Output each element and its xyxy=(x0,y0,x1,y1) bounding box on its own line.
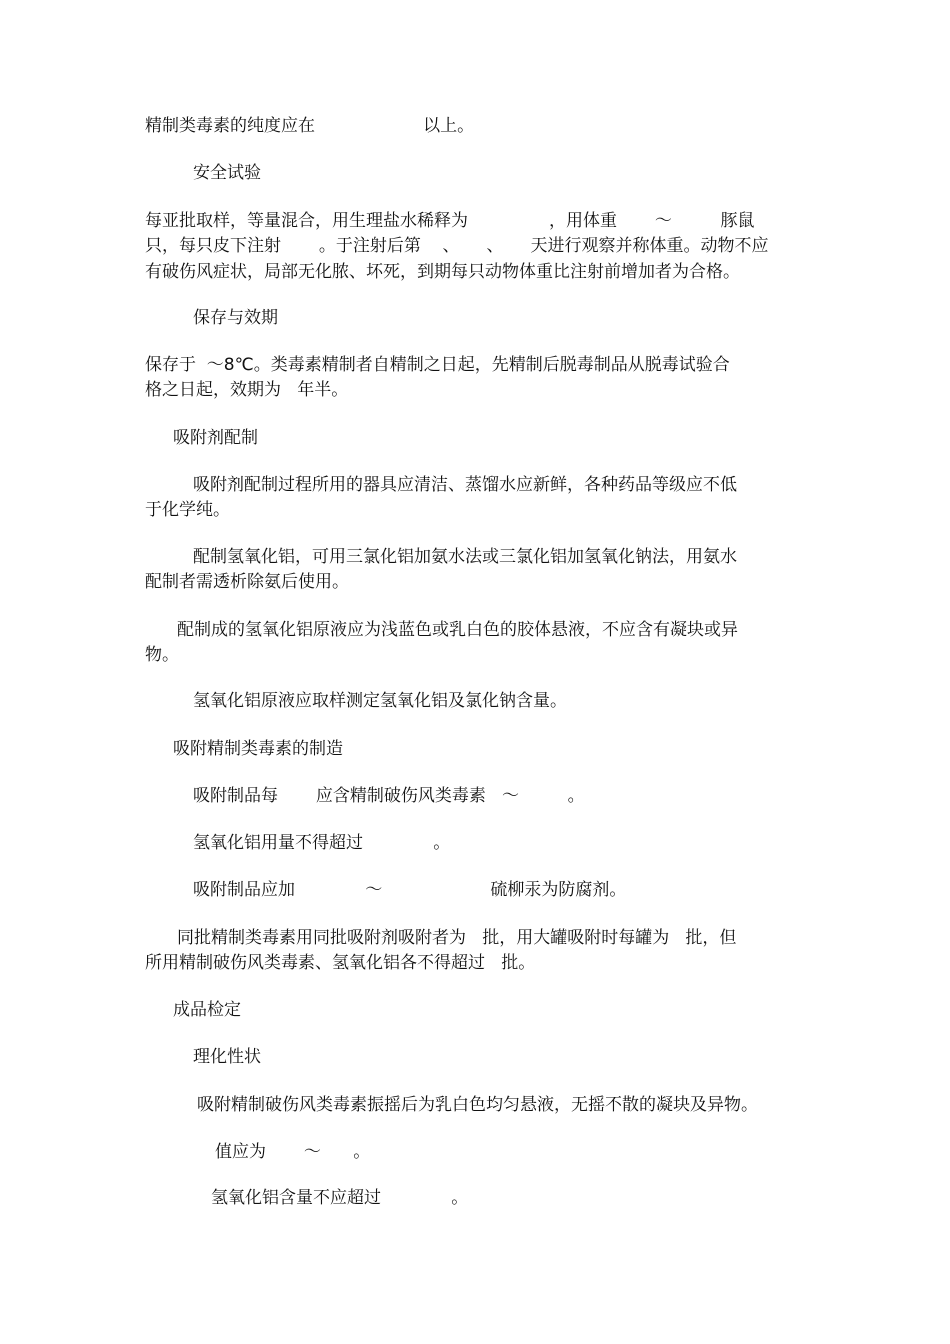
paragraph-line: 配制者需透析除氨后使用。 xyxy=(145,572,349,592)
paragraph-line: 所用精制破伤风类毒素、氢氧化铝各不得超过 批。 xyxy=(145,953,536,973)
paragraph-line: 于化学纯。 xyxy=(145,500,230,520)
paragraph-line: 氢氧化铝原液应取样测定氢氧化铝及氯化钠含量。 xyxy=(193,691,567,711)
paragraph-line: 物。 xyxy=(145,645,179,665)
paragraph-line: 吸附剂配制过程所用的器具应清洁、蒸馏水应新鲜，各种药品等级应不低 xyxy=(193,475,737,495)
section-heading-adsorbed-toxoid: 吸附精制类毒素的制造 xyxy=(173,739,343,759)
purity-line: 精制类毒素的纯度应在 以上。 xyxy=(145,116,475,136)
section-heading-safety-test: 安全试验 xyxy=(193,163,261,183)
paragraph-line: 吸附制品应加 ～ 硫柳汞为防腐剂。 xyxy=(193,880,627,900)
paragraph-line: 同批精制类毒素用同批吸附剂吸附者为 批，用大罐吸附时每罐为 批，但 xyxy=(177,928,737,948)
paragraph-line: 只，每只皮下注射 。于注射后第 、 、 天进行观察并称体重。动物不应 xyxy=(145,236,769,256)
paragraph-line: 吸附制品每 应含精制破伤风类毒素 ～ 。 xyxy=(193,786,585,806)
section-heading-storage: 保存与效期 xyxy=(193,308,278,328)
paragraph-line: 配制氢氧化铝，可用三氯化铝加氨水法或三氯化铝加氢氧化钠法，用氨水 xyxy=(193,547,737,567)
section-heading-physicochemical: 理化性状 xyxy=(193,1047,261,1067)
paragraph-line: 氢氧化铝用量不得超过 。 xyxy=(193,833,451,853)
paragraph-line: 值应为 ～ 。 xyxy=(215,1142,371,1162)
paragraph-line: 配制成的氢氧化铝原液应为浅蓝色或乳白色的胶体悬液，不应含有凝块或异 xyxy=(177,620,738,640)
section-heading-product-test: 成品检定 xyxy=(173,1000,241,1020)
paragraph-line: 每亚批取样，等量混合，用生理盐水稀释为 ，用体重 ～ 豚鼠 xyxy=(145,211,755,231)
section-heading-adsorbent: 吸附剂配制 xyxy=(173,428,258,448)
paragraph-line: 氢氧化铝含量不应超过 。 xyxy=(211,1188,469,1208)
paragraph-line: 格之日起，效期为 年半。 xyxy=(145,380,349,400)
paragraph-line: 有破伤风症状，局部无化脓、坏死，到期每只动物体重比注射前增加者为合格。 xyxy=(145,262,740,282)
paragraph-line: 吸附精制破伤风类毒素振摇后为乳白色均匀悬液，无摇不散的凝块及异物。 xyxy=(197,1095,758,1115)
paragraph-line: 保存于 ～8℃。类毒素精制者自精制之日起，先精制后脱毒制品从脱毒试验合 xyxy=(145,355,730,375)
